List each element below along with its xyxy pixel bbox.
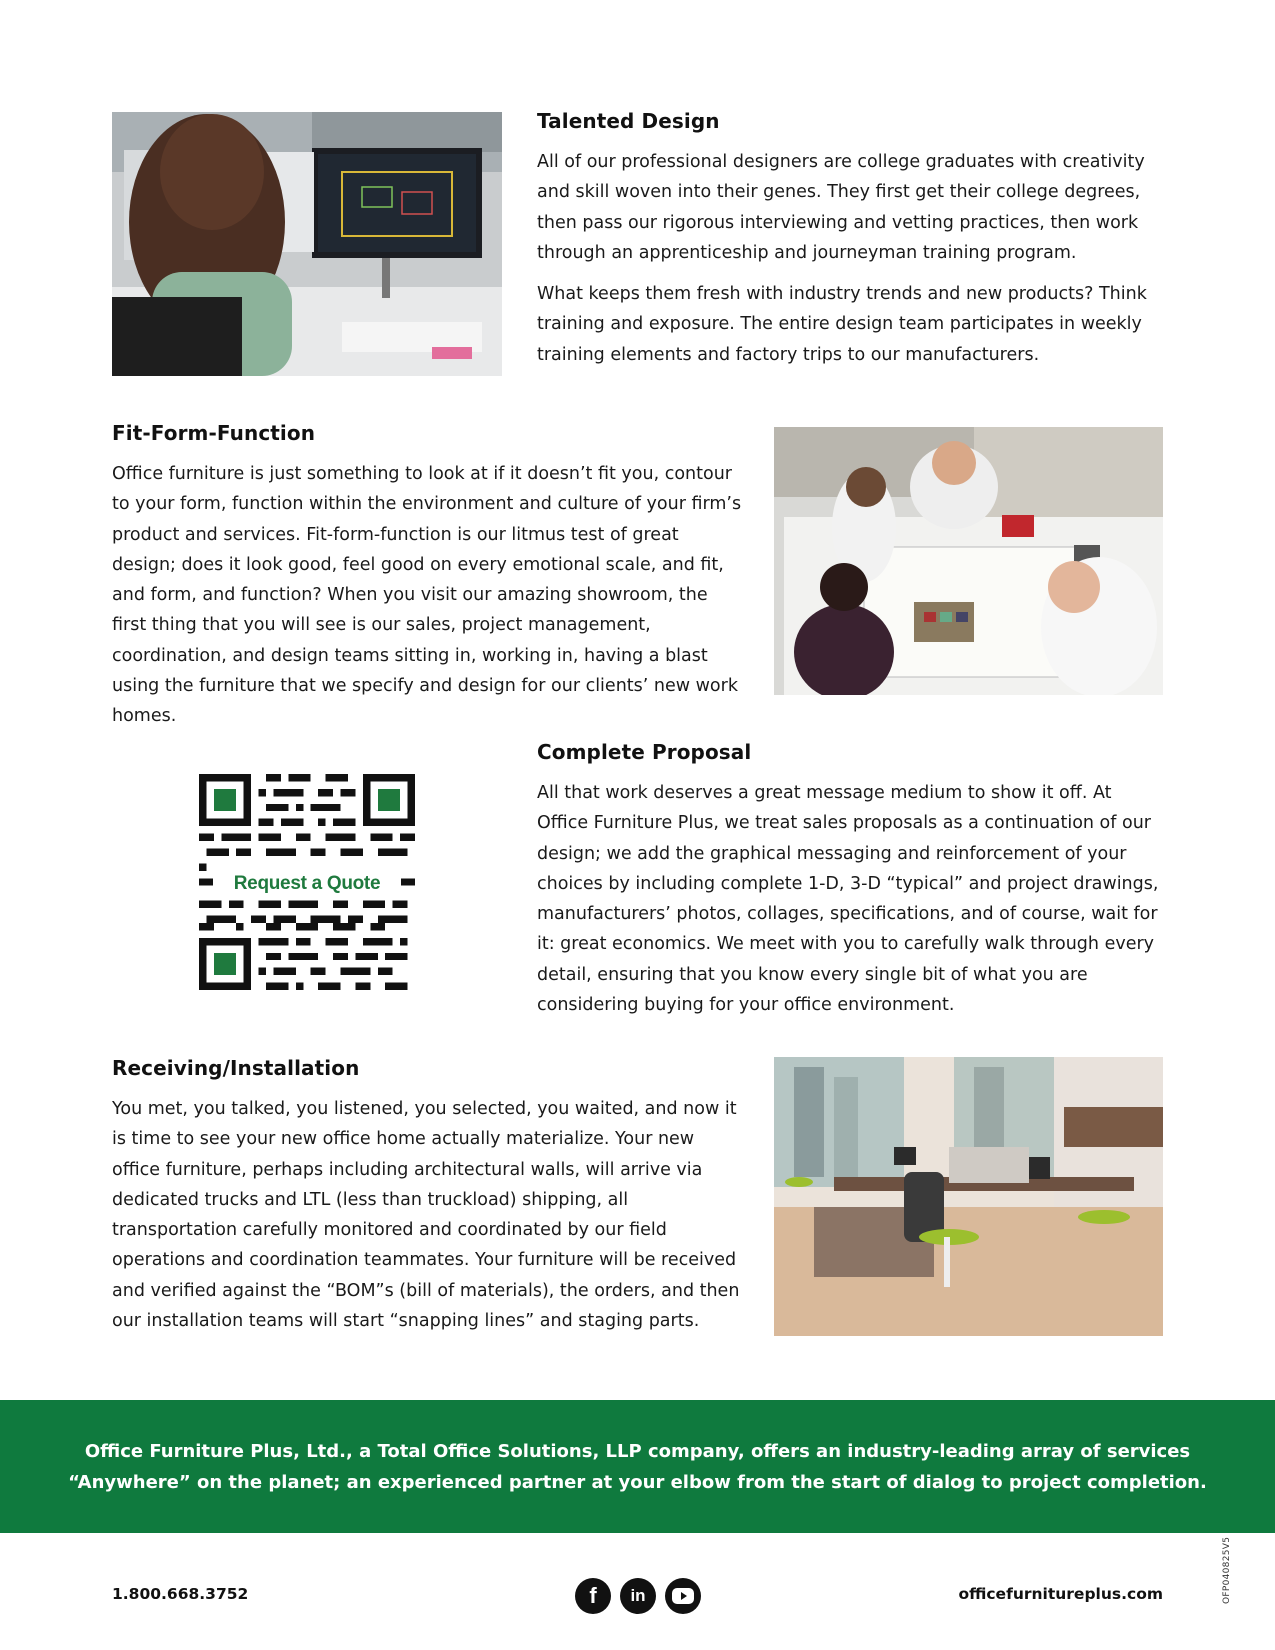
youtube-icon[interactable] bbox=[665, 1578, 701, 1614]
section-paragraph: All of our professional designers are college graduates with creativity and skill woven into their genes. They first get their college degrees, then pass our rigorous interviewing and vetting practices, then work through an apprenticeship and journeyman training program. bbox=[537, 152, 1145, 263]
section-paragraph: You met, you talked, you listened, you selected, you waited, and now it is time to see your new office home actually materialize. Your new office furniture, perhaps including architectural walls, will arrive via dedicated trucks and LTL (less than truckload) shipping, all transportation carefully monitored and coordinated by our field operations and coordination teammates. Your furniture will be received and verified against the “BOM”s (bill of materials), the orders, and then our installation teams will start “snapping lines” and staging parts. bbox=[112, 1099, 740, 1332]
banner-line-1: Office Furniture Plus, Ltd., a Total Office Solutions, LLP company, offers an industry-leading array of services bbox=[84, 1440, 1191, 1462]
facebook-icon[interactable] bbox=[575, 1578, 611, 1614]
section-title: Talented Design bbox=[537, 109, 720, 133]
team-meeting-photo bbox=[774, 427, 1163, 695]
designer-workstation-photo bbox=[112, 112, 502, 376]
section-paragraph: All that work deserves a great message medium to show it off. At Office Furniture Plus, we treat sales proposals as a continuation of our design; we add the graphical messaging and reinforcement of your choices by including complete 1-D, 3-D “typical” and project drawings, manufacturers’ photos, collages, specifications, and of course, wait for it: great economics. We meet with you to carefully walk through every detail, ensuring that you know every single bit of what you are considering buying for your office environment. bbox=[537, 783, 1159, 1016]
banner-line-2: “Anywhere” on the planet; an experienced partner at your elbow from the start of dialog to project completion. bbox=[68, 1471, 1207, 1493]
social-links bbox=[575, 1578, 701, 1614]
fit-form-function-section bbox=[112, 421, 742, 732]
company-banner bbox=[0, 1400, 1275, 1533]
section-title: Fit-Form-Function bbox=[112, 421, 316, 445]
section-title: Receiving/Installation bbox=[112, 1056, 360, 1080]
complete-proposal-section bbox=[537, 740, 1163, 1020]
office-installation-photo bbox=[774, 1057, 1163, 1336]
request-quote-qr-code[interactable] bbox=[199, 774, 415, 990]
section-paragraph: What keeps them fresh with industry trends and new products? Think training and exposure. The entire design team participates in weekly training elements and factory trips to our manufacturers. bbox=[537, 284, 1147, 365]
document-code: OFP040825V5 bbox=[1222, 1536, 1232, 1604]
website-link[interactable]: officefurnitureplus.com bbox=[958, 1585, 1163, 1603]
section-title: Complete Proposal bbox=[537, 740, 752, 764]
facebook-glyph: f bbox=[589, 1583, 597, 1608]
linkedin-icon[interactable] bbox=[620, 1578, 656, 1614]
phone-number[interactable]: 1.800.668.3752 bbox=[112, 1585, 249, 1603]
qr-request-quote-label[interactable]: Request a Quote bbox=[213, 870, 401, 898]
section-paragraph: Office furniture is just something to look at if it doesn’t fit you, contour to your form, function within the environment and culture of your firm’s product and services. Fit-form-function is our litmus test of great design; does it look good, feel good on every emotional scale, and fit, and form, and function? When you visit our amazing showroom, the first thing that you will see is our sales, project management, coordination, and design teams sitting in, working in, having a blast using the furniture that we specify and design for our clients’ new work homes. bbox=[112, 464, 742, 727]
linkedin-glyph: in bbox=[630, 1586, 646, 1605]
talented-design-section bbox=[537, 109, 1163, 370]
receiving-installation-section bbox=[112, 1056, 742, 1336]
